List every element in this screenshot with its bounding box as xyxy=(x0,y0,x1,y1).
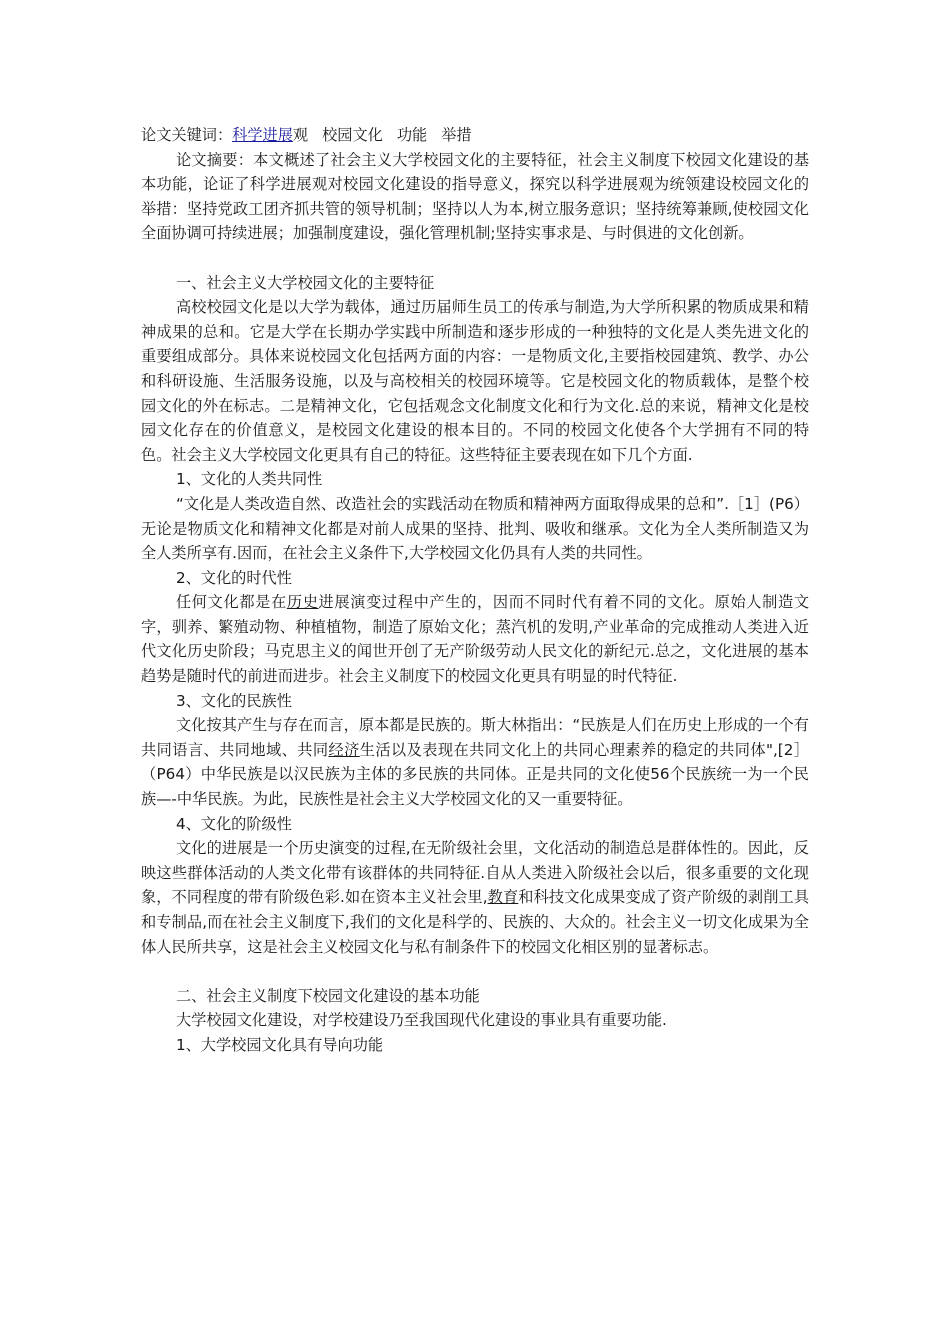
education-link[interactable]: 教育 xyxy=(487,888,519,907)
keyword-item: 举措 xyxy=(441,126,472,144)
keyword-link-science-development[interactable]: 科学进展 xyxy=(232,126,293,144)
subsection-paragraph: “文化是人类改造自然、改造社会的实践活动在物质和精神两方面取得成果的总和”.［1］(P6）无论是物质文化和精神文化都是对前人成果的坚持、批判、吸收和继承。文化为全人类所制造又为全人类所享有.因而，在社会主义条件下,大学校园文化仍具有人类的共同性。 xyxy=(141,494,809,563)
keywords-label: 论文关键词： xyxy=(141,126,233,144)
subsection-heading: 3、文化的民族性 xyxy=(175,691,292,710)
document-page xyxy=(141,123,809,1058)
section-heading: 一、社会主义大学校园文化的主要特征 xyxy=(175,273,435,292)
history-link[interactable]: 历史 xyxy=(286,593,319,612)
section-intro-paragraph: 大学校园文化建设，对学校建设乃至我国现代化建设的事业具有重要功能. xyxy=(175,1011,667,1030)
keyword-suffix: 观 xyxy=(292,126,309,144)
section-intro-paragraph: 高校校园文化是以大学为载体，通过历届师生员工的传承与制造,为大学所积累的物质成果和精神成果的总和。它是大学在长期办学实践中所制造和逐步形成的一种独特的文化是人类先进文化的重要组成部分。具体来说校园文化包括两方面的内容：一是物质文化,主要指校园建筑、教学、办公和科研设施、生活服务设施，以及与高校相关的校园环境等。它是校园文化的物质载体，是整个校园文化的外在标志。二是精神文化，它包括观念文化制度文化和行为文化.总的来说，精神文化是校园文化存在的价值意义，是校园文化建设的根本目的。不同的校园文化使各个大学拥有不同的特色。社会主义大学校园文化更具有自己的特征。这些特征主要表现在如下几个方面. xyxy=(141,298,809,464)
economy-link[interactable]: 经济 xyxy=(328,740,360,759)
keyword-item: 功能 xyxy=(396,126,428,144)
abstract-paragraph: 论文摘要：本文概述了社会主义大学校园文化的主要特征，社会主义制度下校园文化建设的基本功能，论证了科学进展观对校园文化建设的指导意义，探究以科学进展观为统领建设校园文化的举措：坚持党政工团齐抓共管的领导机制；坚持以人为本,树立服务意识；坚持统筹兼顾,使校园文化全面协调可持续进展；加强制度建设，强化管理机制;坚持实事求是、与时俱进的文化创新。 xyxy=(141,150,809,243)
subsection-paragraph: 文化的进展是一个历史演变的过程,在无阶级社会里，文化活动的制造总是群体性的。因此，反映这些群体活动的人类文化带有该群体的共同特征.自从人类进入阶级社会以后，很多重要的文化现象，不同程度的带有阶级色彩.如在资本主义社会里,教育和科技文化成果变成了资产阶级的剥削工具和专制品,而在社会主义制度下,我们的文化是科学的、民族的、大众的。社会主义一切文化成果为全体人民所共享，这是社会主义校园文化与私有制条件下的校园文化相区别的显著标志。 xyxy=(141,839,810,956)
section-heading: 二、社会主义制度下校园文化建设的基本功能 xyxy=(175,986,480,1005)
subsection-paragraph: 文化按其产生与存在而言，原本都是民族的。斯大林指出：“民族是人们在历史上形成的一个有共同语言、共同地域、共同经济生活以及表现在共同文化上的共同心理素养的稳定的共同体",[2］（P64）中华民族是以汉民族为主体的多民族的共同体。正是共同的文化使56个民族统一为一个民族—-中华民族。为此，民族性是社会主义大学校园文化的又一重要特征。 xyxy=(141,716,810,809)
subsection-heading: 2、文化的时代性 xyxy=(175,568,292,587)
subsection-heading: 4、文化的阶级性 xyxy=(175,814,292,833)
subsection-heading: 1、大学校园文化具有导向功能 xyxy=(175,1035,384,1054)
subsection-heading: 1、文化的人类共同性 xyxy=(175,470,323,489)
keyword-item: 校园文化 xyxy=(322,126,383,144)
subsection-paragraph: 任何文化都是在历史进展演变过程中产生的，因而不同时代有着不同的文化。原始人制造文字，驯养、繁殖动物、种植植物，制造了原始文化；蒸汽机的发明,产业革命的完成推动人类进入近代文化历史阶段；马克思主义的闻世开创了无产阶级劳动人民文化的新纪元.总之，文化进展的基本趋势是随时代的前进而进步。社会主义制度下的校园文化更具有明显的时代特征. xyxy=(141,593,810,686)
keywords-line xyxy=(141,123,809,148)
